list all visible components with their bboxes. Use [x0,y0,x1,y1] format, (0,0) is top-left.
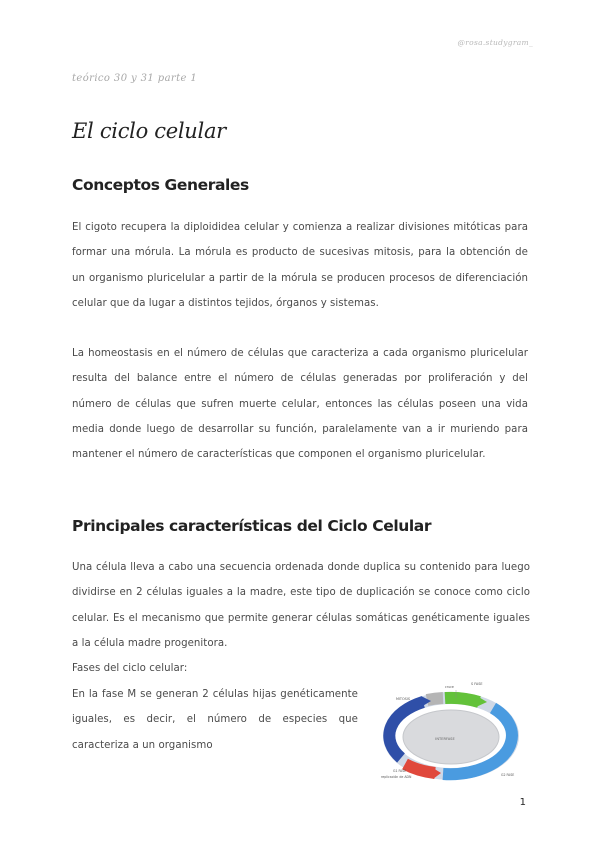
label-g1-phase: G1 FASE [393,769,407,773]
paragraph-homeostasis: La homeostasis en el número de células que caracteriza a cada organismo pluricelular resulta del balance entre el número de células generadas por proliferación y del número de células que sufren muerte celular, entonces las células poseen una vida media donde luego de desarrollar su función, paralelamente van a ir muriendo para mantener el número de características que componen el organismo pluricelular. [72,348,528,461]
cycle-arc-red [405,764,435,773]
label-cross: cruce [445,685,454,689]
paragraph-ciclo-celular: Una célula lleva a cabo una secuencia ordenada donde duplica su contenido para luego dividirse en 2 células iguales a la madre, este tipo de duplicación se conoce como ciclo celular. Es el mecanismo que permite generar células somáticas genéticamente iguales a la célula madre progenitora. [72,562,530,649]
label-mitosis: MITOSIS [396,697,410,701]
paragraph-fases-label: Fases del ciclo celular: [72,663,188,674]
paragraph-cigoto: El cigoto recupera la diploididea celular y comienza a realizar divisiones mitóticas para formar una mórula. La mórula es producto de sucesivas mitosis, para la obtención de un organismo pluricelular a partir de la mórula se producen procesos de diferenciación celular que da lugar a distintos tejidos, órganos y sistemas. [72,222,528,309]
label-s-phase: S FASE [471,682,483,686]
watermark: @rosa.studygram_ [457,38,533,47]
center-label: INTERFASE [435,737,455,741]
cycle-arc-gray [427,698,443,700]
cycle-arc-green [445,698,479,702]
section-heading-conceptos: Conceptos Generales [72,176,249,194]
label-g2-phase: G2 FASE [501,773,515,777]
section-heading-caracteristicas: Principales características del Ciclo Celular [72,517,432,535]
paragraph-fase-m: En la fase M se generan 2 células hijas genéticamente iguales, es decir, el número de especies que caracteriza a un organismo [72,689,358,751]
label-dna-replication: replicación de ADN [381,775,412,779]
cell-cycle-diagram [361,680,531,782]
document-title: El ciclo celular [72,119,226,143]
document-subtitle: teórico 30 y 31 parte 1 [72,73,198,84]
page-number: 1 [519,797,526,808]
